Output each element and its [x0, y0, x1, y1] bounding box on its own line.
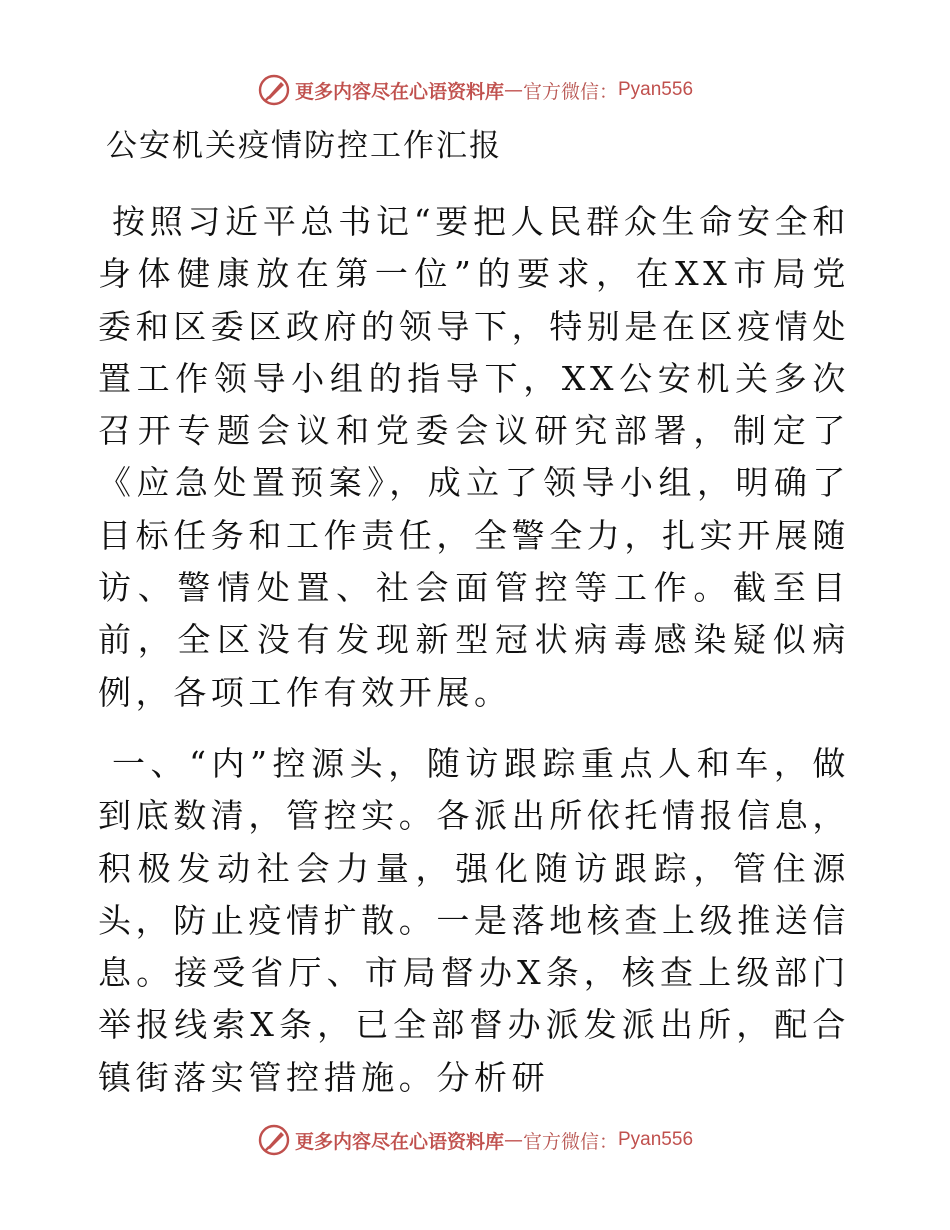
document-title: 公安机关疫情防控工作汇报: [106, 128, 502, 164]
watermark-separator: —: [503, 79, 523, 101]
watermark-header: [0, 70, 950, 110]
watermark-wechat-label: 官方微信：: [522, 1130, 618, 1153]
watermark-wechat-id: Pyan556: [618, 79, 694, 100]
watermark-wechat-id: Pyan556: [618, 1129, 694, 1150]
watermark-footer: [0, 1120, 950, 1160]
quill-logo-icon: [257, 73, 291, 107]
paragraph-intro: 按照习近平总书记“要把人民群众生命安全和身体健康放在第一位”的要求，在XX市局党委和区委区政府的领导下，特别是在区疫情处置工作领导小组的指导下，XX公安机关多次召开专题会议和党委会议研究部署，制定了《应急处置预案》，成立了领导小组，明确了目标任务和工作责任，全警全力，扎实开展随访、警情处置、社会面管控等工作。截至目前，全区没有发现新型冠状病毒感染疑似病例，各项工作有效开展。: [98, 202, 850, 712]
watermark-wechat-label: 官方微信：: [522, 80, 618, 103]
watermark-site-name: 更多内容尽在心语资料库: [294, 80, 504, 103]
watermark-separator: —: [503, 1129, 523, 1151]
quill-logo-icon: [257, 1123, 291, 1157]
watermark-site-name: 更多内容尽在心语资料库: [294, 1130, 504, 1153]
paragraph-section-one: 一、“内”控源头，随访跟踪重点人和车，做到底数清，管控实。各派出所依托情报信息，积极发动社会力量，强化随访跟踪，管住源头，防止疫情扩散。一是落地核查上级推送信息。接受省厅、市局督办X条，核查上级部门举报线索X条，已全部督办派发派出所，配合镇街落实管控措施。分析研: [98, 744, 850, 1097]
